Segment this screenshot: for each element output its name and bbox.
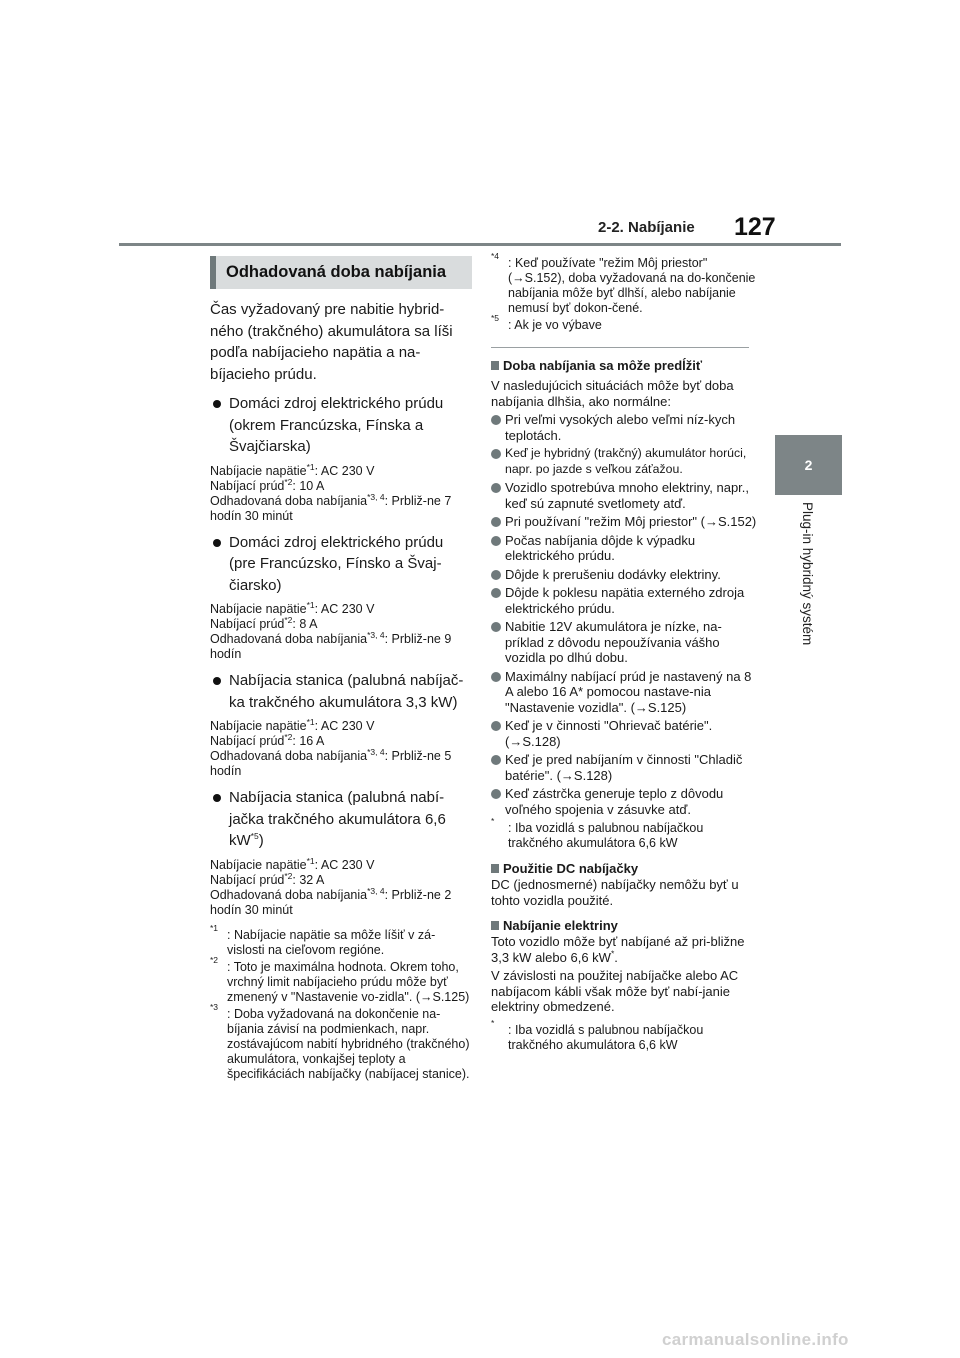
list-item: Maximálny nabíjací prúd je nastavený na 8 A alebo 16 A* pomocou nastave-nia "Nastavenie vozidla". (→S.125) <box>491 669 759 716</box>
footnote-ref: *1 <box>306 855 315 866</box>
voltage-label: Nabíjacie napätie <box>210 857 307 872</box>
footnote-text: : Iba vozidlá s palubnou nabíjačkou trakčného akumulátora 6,6 kW <box>508 821 704 850</box>
text-part: . <box>614 949 618 965</box>
section-heading: 2-2. Nabíjanie <box>598 219 695 236</box>
text-part: Toto vozidlo môže byť nabíjané až pri-bližne 3,3 kW alebo 6,6 kW <box>491 934 745 965</box>
option-heading: Nabíjacia stanica (palubná nabí-jačka trakčného akumulátora 6,6 kW <box>229 789 446 849</box>
right-column <box>491 251 759 1053</box>
current-label: Nabíjací prúd <box>210 734 285 748</box>
time-value: : Prbliž-ne 2 hodín 30 minút <box>210 887 452 917</box>
option-details <box>210 599 472 662</box>
list-item: Dôjde k prerušeniu dodávky elektriny. <box>491 567 759 583</box>
voltage-label: Nabíjacie napätie <box>210 719 307 733</box>
chapter-tab: 2 <box>775 435 842 495</box>
current-value: : 16 A <box>292 734 325 748</box>
chapter-label-text: Plug-in hybridný systém <box>800 502 815 646</box>
voltage-value: : AC 230 V <box>314 719 375 733</box>
list-item: Keď zástrčka generuje teplo z dôvodu voľného spojenia v zásuvke atď. <box>491 786 759 817</box>
charging-option-3 <box>210 670 472 713</box>
footnote-ref: *1 <box>306 716 315 727</box>
footnote: *1 : Nabíjacie napätie sa môže líšiť v zá-vislosti na cieľovom regióne. <box>210 922 436 957</box>
list-item: Dôjde k poklesu napätia externého zdroja elektrického prúdu. <box>491 585 759 616</box>
voltage-value: : AC 230 V <box>314 857 375 872</box>
option-details <box>210 716 472 779</box>
footnote-ref: *1 <box>306 461 315 472</box>
voltage-label: Nabíjacie napätie <box>210 602 307 616</box>
footnote-ref: *3, 4 <box>367 885 385 896</box>
list-item: Pri používaní "režim Môj priestor" (→S.152) <box>491 514 759 530</box>
footnote-text: : Toto je maximálna hodnota. Okrem toho, vrchný limit nabíjacieho prúdu môže byť zmenený v "Nastavenie vo-zidla". (→S.125) <box>227 959 470 1004</box>
footnote-ref: * <box>610 948 615 959</box>
close-paren: ) <box>258 832 264 849</box>
footnote: *4 : Keď používate "režim Môj priestor" (→S.152), doba vyžadovaná na do-končenie nabíjania môže byť dlhší, alebo nabíjanie nemusí byť dokon-čené. <box>491 251 756 315</box>
option-details <box>210 461 472 524</box>
subsection-text: V závislosti na použitej nabíjačke alebo AC nabíjacom kábli však môže byť nabí-janie elektriny obmedzené. <box>491 968 739 1014</box>
left-column <box>210 256 472 1082</box>
time-label: Odhadovaná doba nabíjania <box>210 887 368 902</box>
current-label: Nabíjací prúd <box>210 617 285 631</box>
charging-option-4 <box>210 787 472 852</box>
footnote-ref: *2 <box>284 614 293 625</box>
footnote-text: : Iba vozidlá s palubnou nabíjačkou trakčného akumulátora 6,6 kW <box>508 1022 704 1052</box>
time-label: Odhadovaná doba nabíjania <box>210 632 368 646</box>
footnote: *2 : Toto je maximálna hodnota. Okrem toho, vrchný limit nabíjacieho prúdu môže byť zmenený v "Nastavenie vo-zidla". (→S.125) <box>210 954 470 1004</box>
charging-option-2 <box>210 532 472 597</box>
footnote-ref: *2 <box>284 731 293 742</box>
time-label: Odhadovaná doba nabíjania <box>210 749 368 763</box>
option-details <box>210 855 472 918</box>
footnote-ref: *2 <box>284 870 293 881</box>
current-value: : 32 A <box>292 872 325 887</box>
subsection-intro: V nasledujúcich situáciách môže byť doba nabíjania dlhšia, ako normálne: <box>491 378 734 409</box>
current-label: Nabíjací prúd <box>210 872 285 887</box>
footnote-text: : Ak je vo výbave <box>508 318 602 332</box>
list-item: Keď je v činnosti "Ohrievač batérie". (→S.128) <box>491 718 759 749</box>
footnote-text: : Doba vyžadovaná na dokončenie na-bíjania závisí na podmienkach, napr. zostávajúcom nabití hybridného (trakčného) akumulátora, vonkajšej teploty a špecifikáciách nabíjačky (nabíjacej stanice). <box>227 1006 470 1081</box>
list-item: Pri veľmi vysokých alebo veľmi níz-kych teplotách. <box>491 412 759 443</box>
list-item: Keď je hybridný (trakčný) akumulátor horúci, napr. po jazde s veľkou záťažou. <box>491 446 759 477</box>
footnote: * : Iba vozidlá s palubnou nabíjačkou trakčného akumulátora 6,6 kW <box>491 1017 704 1052</box>
voltage-label: Nabíjacie napätie <box>210 463 307 478</box>
footnote-ref: *1 <box>306 599 315 610</box>
voltage-value: : AC 230 V <box>314 602 375 616</box>
current-value: : 8 A <box>292 617 318 631</box>
subsection-title-charging-power: Nabíjanie elektriny <box>491 918 759 934</box>
time-label: Odhadovaná doba nabíjania <box>210 493 368 508</box>
subsection-title-longer-charging: Doba nabíjania sa môže predĺžiť <box>491 358 759 374</box>
time-value: : Prbliž-ne 9 hodín <box>210 632 452 661</box>
subsection-text: DC (jednosmerné) nabíjačky nemôžu byť u tohto vozidla použité. <box>491 877 739 908</box>
current-label: Nabíjací prúd <box>210 478 285 493</box>
section-title-charging-time: Odhadovaná doba nabíjania <box>210 256 472 289</box>
list-item: Nabitie 12V akumulátora je nízke, na-príklad z dôvodu nepoužívania vášho vozidla po dlhú dobu. <box>491 619 759 666</box>
time-value: : Prbliž-ne 5 hodín <box>210 749 452 778</box>
footnote-text: : Keď používate "režim Môj priestor" (→S.152), doba vyžadovaná na do-končenie nabíjania môže byť dlhší, alebo nabíjanie nemusí byť dokon-čené. <box>508 256 756 315</box>
footnote-ref: *5 <box>250 831 259 841</box>
section-divider <box>491 347 749 348</box>
subsection-text <box>491 934 759 965</box>
option-heading: Nabíjacia stanica (palubná nabíjač-ka trakčného akumulátora 3,3 kW) <box>229 672 464 711</box>
footnote: *3 : Doba vyžadovaná na dokončenie na-bíjania závisí na podmienkach, napr. zostávajúcom nabití hybridného (trakčného) akumulátora, vonkajšej teploty a špecifikáciách nabíjačky (nabíjacej stanice). <box>210 1001 470 1081</box>
voltage-value: : AC 230 V <box>314 463 375 478</box>
footnote-text: : Nabíjacie napätie sa môže líšiť v zá-vislosti na cieľovom regióne. <box>227 927 436 957</box>
header-divider <box>119 243 841 246</box>
footnote-ref: *3, 4 <box>367 491 385 502</box>
conditions-list <box>491 412 759 817</box>
option-heading: Domáci zdroj elektrického prúdu (pre Francúzsko, Fínsko a Švaj-čiarsko) <box>229 533 444 594</box>
intro-paragraph: Čas vyžadovaný pre nabitie hybrid-ného (trakčného) akumulátora sa líši podľa nabíjacieho napätia a na-bíjacieho prúdu. <box>210 301 453 383</box>
footnote: * : Iba vozidlá s palubnou nabíjačkou trakčného akumulátora 6,6 kW <box>491 816 704 850</box>
list-item: Keď je pred nabíjaním v činnosti "Chladič batérie". (→S.128) <box>491 752 759 783</box>
watermark: carmanualsonline.info <box>662 1330 849 1349</box>
list-item: Počas nabíjania dôjde k výpadku elektrického prúdu. <box>491 533 759 564</box>
charging-option-1 <box>210 393 472 458</box>
footnotes-left <box>210 922 472 1082</box>
option-heading: Domáci zdroj elektrického prúdu (okrem Francúzska, Fínska a Švajčiarska) <box>229 395 444 455</box>
footnote-ref: *3, 4 <box>367 746 385 757</box>
list-item: Vozidlo spotrebúva mnoho elektriny, napr., keď sú zapnuté svetlomety atď. <box>491 480 759 511</box>
footnote: *5 : Ak je vo výbave <box>491 313 602 332</box>
subsection-title-dc-charger: Použitie DC nabíjačky <box>491 861 759 877</box>
time-value: : Prbliž-ne 7 hodín 30 minút <box>210 493 452 523</box>
footnote-ref: *2 <box>284 476 293 487</box>
footnote-ref: *3, 4 <box>367 629 385 640</box>
chapter-label <box>800 502 818 702</box>
page-number: 127 <box>734 213 776 241</box>
current-value: : 10 A <box>292 478 325 493</box>
